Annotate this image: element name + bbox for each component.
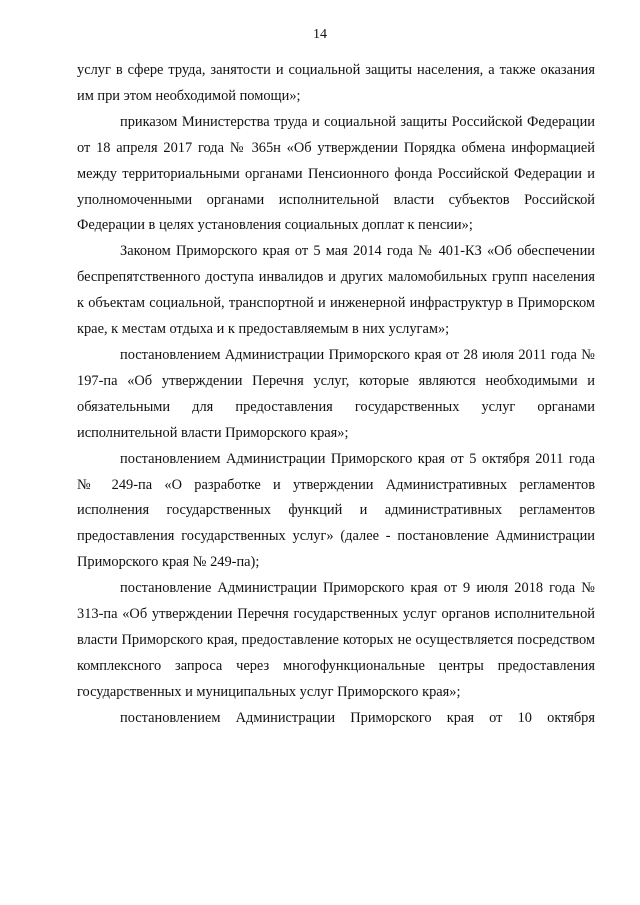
page-number: 14 (313, 27, 327, 42)
paragraph-primorsky-law: Законом Приморского края от 5 мая 2014 года № 401-КЗ «Об обеспечении беспрепятственного доступа инвалидов и других маломобильных групп населения к объектам социальной, транспортной и инженерной инфраструктур в Приморском крае, к местам отдыха и к предоставляемым в них услугам»; (77, 243, 595, 338)
paragraph-mintrud-order: приказом Министерства труда и социальной защиты Российской Федерации от 18 апреля 2017 года № 365н «Об утверждении Порядка обмена информацией между территориальными органами Пенсионного фонда Российской Федерации и уполномоченными органами исполнительной власти субъектов Российской Федерации в целях установления социальных доплат к пенсии»; (77, 113, 595, 234)
paragraph-resolution-313: постановление Администрации Приморского края от 9 июля 2018 года № 313-па «Об утверждении Перечня государственных услуг органов исполнительной власти Приморского края, предоставление которых не осуществляется посредством комплексного запроса через многофункциональные центры предоставления государственных и муниципальных услуг Приморского края»; (77, 580, 595, 700)
paragraph-resolution-249: постановлением Администрации Приморского края от 5 октября 2011 года № 249-па «О разработке и утверждении Административных регламентов исполнения государственных функций и административных регламентов предоставления государственных услуг» (далее - постановление Администрации Приморского края № 249-па); (77, 450, 595, 571)
paragraph-continuation: услуг в сфере труда, занятости и социальной защиты населения, а также оказания им при этом необходимой помощи»; (77, 62, 595, 104)
document-body (77, 58, 595, 732)
paragraph-resolution-october: постановлением Администрации Приморского края от 10 октября (120, 709, 595, 726)
paragraph-resolution-197: постановлением Администрации Приморского края от 28 июля 2011 года № 197-па «Об утверждении Перечня услуг, которые являются необходимыми и обязательными для предоставления государственных услуг органами исполнительной власти Приморского края»; (77, 346, 595, 441)
